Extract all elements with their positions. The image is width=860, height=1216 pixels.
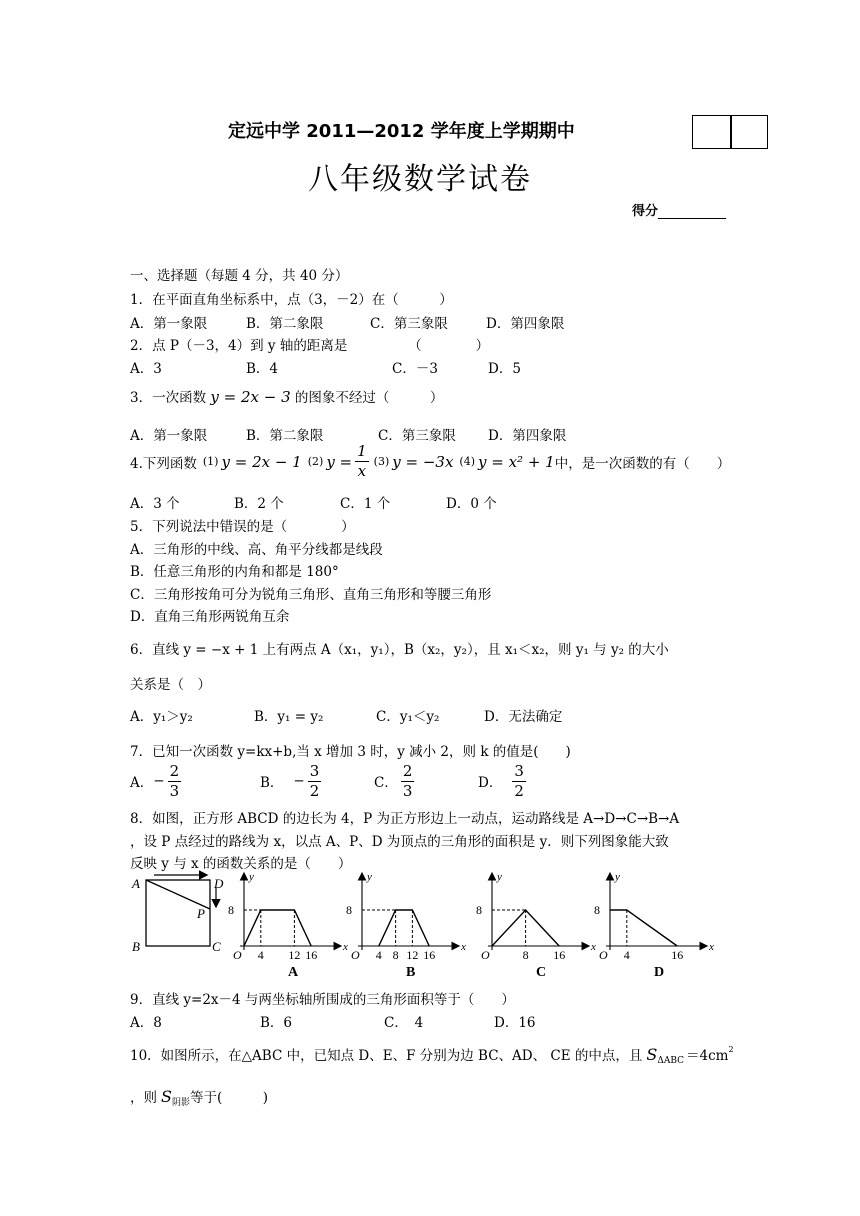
score-label: 得分 <box>632 204 659 219</box>
graph-option-label: B <box>406 965 416 980</box>
q7-option-a[interactable] <box>130 761 260 800</box>
q7-b-fraction <box>308 761 322 800</box>
q10-s-subscript: ΔABC <box>657 1056 685 1066</box>
graph-y-label: y <box>367 871 372 883</box>
answer-graphs <box>228 871 714 980</box>
q9-stem: 9．直线 y=2x－4 与两坐标轴所围成的三角形面积等于（ ） <box>130 992 515 1008</box>
q4-f2-num: 1 <box>357 442 367 460</box>
graph-x-tick: 12 <box>288 948 301 962</box>
square-label-a: A <box>132 876 140 891</box>
graph-x-tick: 8 <box>522 948 529 962</box>
graph-x-tick: 8 <box>392 948 399 962</box>
q1-options <box>130 312 564 332</box>
q3-suffix: 的图象不经过（ ） <box>294 390 444 406</box>
q3-option-a[interactable]: A．第一象限 <box>130 428 208 444</box>
q4-f3: y = −3x <box>392 452 454 471</box>
q4-option-c[interactable]: C．1 个 <box>340 496 391 512</box>
q3-stem <box>130 386 443 406</box>
q5-stem: 5．下列说法中错误的是（ ） <box>130 519 355 535</box>
q3-option-b[interactable]: B．第二象限 <box>246 428 324 444</box>
q2-option-a[interactable]: A．3 <box>130 361 162 377</box>
graph-option-label: A <box>288 965 299 980</box>
q6-option-a[interactable]: A．y₁＞y₂ <box>130 709 193 725</box>
score-blank[interactable] <box>658 206 726 219</box>
score-line <box>632 200 726 219</box>
graph-x-tick: 16 <box>423 948 436 962</box>
q7-options <box>130 758 529 804</box>
q4-options <box>130 492 497 512</box>
q10-stem-2 <box>130 1086 268 1106</box>
q10-area-value: ＝4cm <box>686 1048 729 1064</box>
q10-s2-subscript: 阴影 <box>171 1098 190 1108</box>
q10-s2-symbol: S <box>161 1087 172 1106</box>
q7-c-den: 3 <box>402 781 413 800</box>
q7-c-label: C． <box>374 775 398 791</box>
q7-d-label: D． <box>478 775 503 791</box>
q7-a-num: 2 <box>169 761 180 780</box>
q2-option-d[interactable]: D．5 <box>488 361 521 377</box>
q7-a-den: 3 <box>169 781 180 800</box>
graph-function-line <box>244 910 311 946</box>
q5-option-d[interactable]: D．直角三角形两锐角互余 <box>130 609 290 625</box>
graph-y-label: y <box>249 871 254 883</box>
graph-x-tick: 16 <box>305 948 318 962</box>
section-heading: 一、选择题（每题 4 分，共 40 分） <box>130 268 349 284</box>
q1-option-c[interactable]: C．第三象限 <box>370 316 448 332</box>
q7-b-label: B． <box>260 775 284 791</box>
q10-stem-text: 10．如图所示，在△ABC 中，已知点 D、E、F 分别为边 BC、AD、 CE 的中点，且 <box>130 1048 643 1064</box>
square-figure <box>131 875 224 954</box>
q7-option-c[interactable] <box>374 761 478 800</box>
q2-options <box>130 357 521 377</box>
q9-option-a[interactable]: A．8 <box>130 1015 162 1031</box>
q2-option-c[interactable]: C．－3 <box>392 361 438 377</box>
q4-suffix: 中，是一次函数的有（ ） <box>554 455 731 472</box>
q8-figures <box>126 866 726 984</box>
q6-options <box>130 705 562 725</box>
q7-option-d[interactable] <box>478 761 529 800</box>
q9-options <box>130 1011 536 1031</box>
school-title: 定远中学 2011—2012 学年度上学期期中 <box>228 121 575 142</box>
q10-stem <box>130 1044 734 1064</box>
q7-a-fraction <box>168 761 182 800</box>
q7-d-fraction <box>512 761 526 800</box>
graph-x-label: x <box>591 941 596 953</box>
q9-option-c[interactable]: C． 4 <box>384 1015 424 1031</box>
graph-function-line <box>379 910 429 946</box>
graph-x-label: x <box>343 941 348 953</box>
graph-y-label: y <box>497 871 502 883</box>
score-box <box>692 115 768 149</box>
q4-option-a[interactable]: A．3 个 <box>130 496 180 512</box>
q6-stem-2: 关系是（ ） <box>130 677 211 693</box>
exam-title: 八年级数学试卷 <box>308 162 532 197</box>
q3-option-d[interactable]: D．第四象限 <box>488 428 567 444</box>
q4-stem <box>130 444 730 479</box>
q4-f4: y = x² + 1 <box>478 452 555 471</box>
graph-x-tick: 16 <box>553 948 566 962</box>
q4-f1: y = 2x − 1 <box>221 452 302 471</box>
q10-stem2-suffix: 等于( ) <box>189 1090 269 1106</box>
q7-a-label: A． <box>130 775 154 791</box>
q7-d-den: 2 <box>514 781 524 800</box>
q7-c-fraction <box>401 761 415 800</box>
graph-x-label: x <box>461 941 466 953</box>
q5-option-b[interactable]: B．任意三角形的内角和都是 180° <box>130 564 339 580</box>
q8-stem-1: 8．如图，正方形 ABCD 的边长为 4，P 为正方形边上一动点，运动路线是 A→D→C→B→A <box>130 811 680 827</box>
q7-stem: 7．已知一次函数 y=kx+b,当 x 增加 3 时，y 减小 2，则 k 的值是( ) <box>130 744 571 760</box>
graph-y-label: y <box>615 871 620 883</box>
graph-x-tick: 4 <box>257 948 264 962</box>
q4-f2: y = <box>326 452 353 471</box>
q8-stem-2: ，设 P 点经过的路线为 x，以点 A、P、D 为顶点的三角形的面积是 y．则下列图象能大致 <box>130 834 669 850</box>
q4-option-d[interactable]: D．0 个 <box>446 496 497 512</box>
graph-y-tick: 8 <box>594 903 600 917</box>
q7-b-num: 3 <box>309 761 320 780</box>
q2-option-b[interactable]: B．4 <box>246 361 279 377</box>
graph-origin-label: O <box>481 948 490 962</box>
q4-f2-fraction <box>355 444 369 479</box>
q1-stem: 1．在平面直角坐标系中，点（3，－2）在（ ） <box>130 292 453 308</box>
q4-f4-label: (4) <box>459 455 476 468</box>
q7-a-sign: − <box>153 773 165 789</box>
graph-x-tick: 16 <box>671 948 684 962</box>
q4-prefix: 4.下列函数 <box>130 455 197 472</box>
graph-origin-label: O <box>233 948 242 962</box>
q8-stem-3: 反映 y 与 x 的函数关系的是（ ） <box>130 856 352 872</box>
graph-x-tick: 12 <box>406 948 419 962</box>
graph-option-label: D <box>654 965 665 980</box>
q7-c-num: 2 <box>402 761 413 780</box>
q3-option-c[interactable]: C．第三象限 <box>378 428 456 444</box>
graph-origin-label: O <box>599 948 608 962</box>
q4-f2-label: (2) <box>307 455 324 468</box>
q3-prefix: 3．一次函数 <box>130 390 207 406</box>
q5-option-c[interactable]: C．三角形按角可分为锐角三角形、直角三角形和等腰三角形 <box>130 587 492 603</box>
graph-y-tick: 8 <box>346 903 352 917</box>
q6-option-b[interactable]: B．y₁ = y₂ <box>254 709 324 725</box>
q4-f1-label: (1) <box>202 455 219 468</box>
q7-b-den: 2 <box>309 781 320 800</box>
q10-stem2-prefix: ，则 <box>130 1090 157 1106</box>
q6-option-d[interactable]: D．无法确定 <box>484 709 563 725</box>
graph-y-tick: 8 <box>476 903 482 917</box>
q7-b-sign: − <box>293 773 305 789</box>
graph-x-tick: 4 <box>623 948 630 962</box>
q4-f3-label: (3) <box>373 455 390 468</box>
q1-option-d[interactable]: D．第四象限 <box>486 316 565 332</box>
graph-y-tick: 8 <box>228 903 234 917</box>
square-label-b: B <box>132 939 140 954</box>
graph-option-label: C <box>536 965 547 980</box>
q4-f2-den: x <box>357 462 367 480</box>
square-label-d: D <box>214 876 224 891</box>
graph-x-label: x <box>709 941 714 953</box>
q1-option-a[interactable]: A．第一象限 <box>130 316 208 332</box>
q10-s-symbol: S <box>646 1045 658 1064</box>
q9-option-d[interactable]: D．16 <box>494 1015 536 1031</box>
q3-expression: y = 2x − 3 <box>210 388 291 406</box>
q7-option-b[interactable] <box>260 761 374 800</box>
q10-unit-superscript: 2 <box>728 1045 734 1054</box>
q6-stem: 6．直线 y = −x + 1 上有两点 A（x₁，y₁），B（x₂，y₂），且 x₁＜x₂，则 y₁ 与 y₂ 的大小 <box>130 642 669 658</box>
q1-option-b[interactable]: B．第二象限 <box>246 316 324 332</box>
q3-options <box>130 424 566 444</box>
q7-d-num: 3 <box>514 761 524 780</box>
q6-option-c[interactable]: C．y₁＜y₂ <box>376 709 440 725</box>
square-label-p: P <box>197 906 205 921</box>
square-label-c: C <box>212 939 221 954</box>
q5-option-a[interactable]: A．三角形的中线、高、角平分线都是线段 <box>130 542 383 558</box>
q9-option-b[interactable]: B．6 <box>260 1015 293 1031</box>
graph-x-tick: 4 <box>375 948 382 962</box>
q2-stem: 2．点 P（－3，4）到 y 轴的距离是 （ ） <box>130 338 490 354</box>
q4-option-b[interactable]: B．2 个 <box>234 496 284 512</box>
graph-origin-label: O <box>351 948 360 962</box>
graph-function-line <box>610 910 677 946</box>
